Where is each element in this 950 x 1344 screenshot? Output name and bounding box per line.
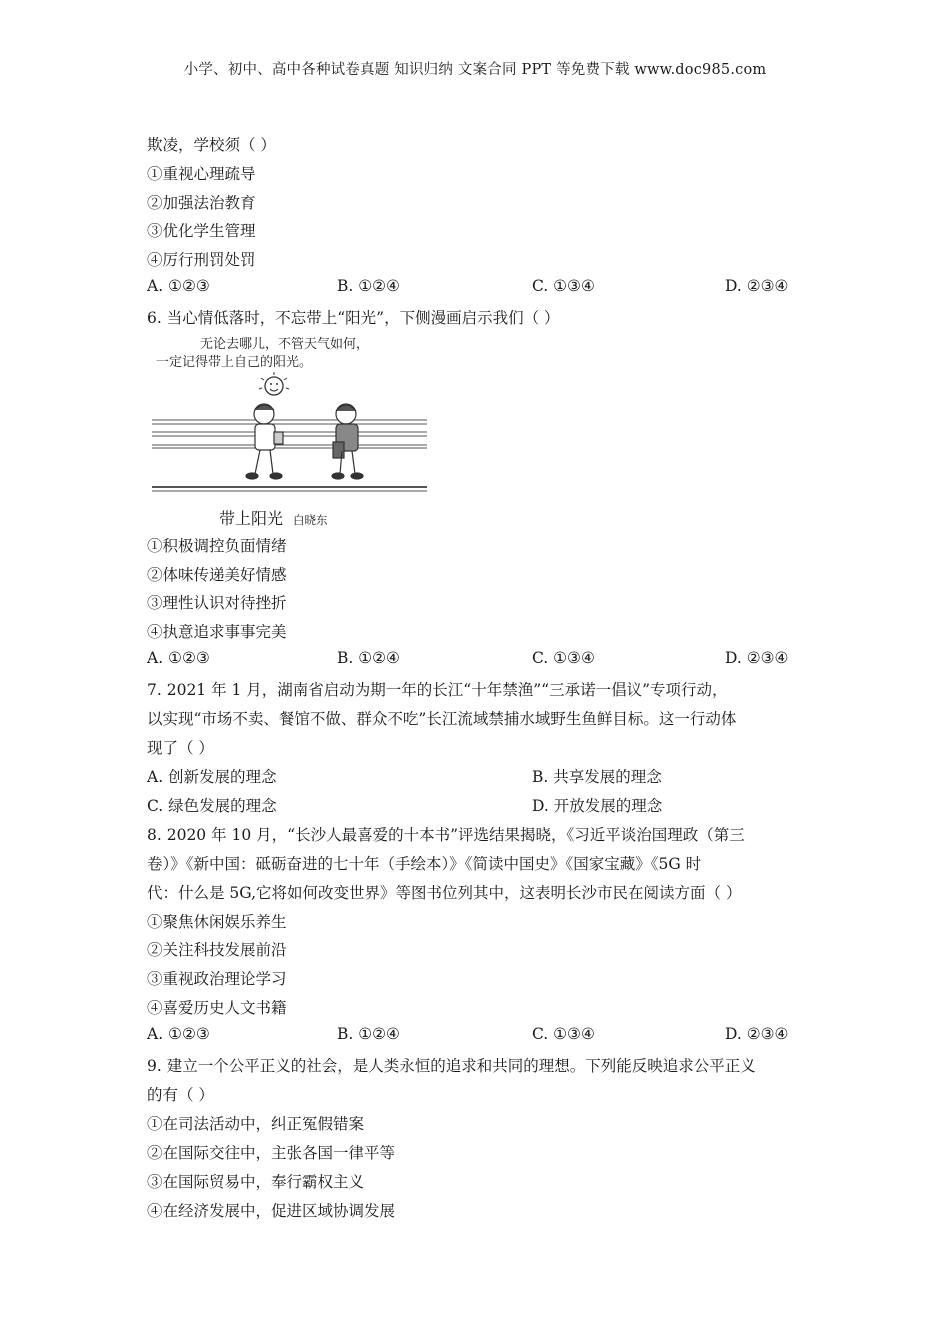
q6-item-3: ③理性认识对待挫折 [147, 594, 287, 612]
q6-option-a: A. ①②③ [147, 649, 210, 667]
q6-option-d: D. ②③④ [725, 649, 789, 667]
q9-item-3: ③在国际贸易中，奉行霸权主义 [147, 1173, 365, 1191]
q9-item-4: ④在经济发展中，促进区域协调发展 [147, 1202, 396, 1220]
comic-drawing [152, 334, 432, 530]
q9-item-2: ②在国际交往中，主张各国一律平等 [147, 1144, 396, 1162]
q5-item-4: ④厉行刑罚处罚 [147, 251, 256, 269]
q6-item-2: ②体味传递美好情感 [147, 566, 287, 584]
q9-stem-line-1: 9. 建立一个公平正义的社会，是人类永恒的追求和共同的理想。下列能反映追求公平正义 [147, 1057, 756, 1075]
q5-item-3: ③优化学生管理 [147, 222, 256, 240]
q5-option-b: B. ①②④ [337, 277, 400, 295]
q8-option-d: D. ②③④ [725, 1025, 789, 1043]
boy-right-figure [332, 404, 363, 479]
q6-item-4: ④执意追求事事完美 [147, 623, 287, 641]
comic-illustration [152, 334, 432, 530]
comic-caption [219, 506, 328, 529]
q7-stem-line-3: 现了（ ） [147, 739, 214, 757]
page-header: 小学、初中、高中各种试卷真题 知识归纳 文案合同 PPT 等免费下载 www.doc985.com [183, 62, 767, 78]
q5-item-1: ①重视心理疏导 [147, 165, 256, 183]
q8-options [147, 1025, 812, 1047]
q7-option-c: C. 绿色发展的理念 [147, 797, 277, 815]
q7-options-row-2 [147, 794, 812, 816]
q8-option-c: C. ①③④ [532, 1025, 595, 1043]
q6-item-1: ①积极调控负面情绪 [147, 537, 287, 555]
q6-option-b: B. ①②④ [337, 649, 400, 667]
q8-stem-line-2: 卷）》《新中国：砥砺奋进的七十年（手绘本）》《简读中国史》《国家宝藏》《5G 时 [147, 855, 702, 873]
q5-option-a: A. ①②③ [147, 277, 210, 295]
q9-item-1: ①在司法活动中，纠正冤假错案 [147, 1115, 365, 1133]
q5-options [147, 277, 812, 299]
q9-stem-line-2: 的有（ ） [147, 1086, 214, 1104]
q7-option-b: B. 共享发展的理念 [532, 768, 662, 786]
q8-option-b: B. ①②④ [337, 1025, 400, 1043]
comic-author: 白晓东 [293, 513, 328, 527]
q6-option-c: C. ①③④ [532, 649, 595, 667]
q5-option-d: D. ②③④ [725, 277, 789, 295]
boy-left-figure [246, 404, 283, 479]
smiling-sun-icon [259, 372, 289, 395]
q6-options [147, 649, 812, 671]
q5-stem-tail: 欺凌，学校须（ ） [147, 136, 276, 154]
q8-option-a: A. ①②③ [147, 1025, 210, 1043]
comic-speech-line-1: 无论去哪儿，不管天气如何， [200, 337, 370, 352]
q5-option-c: C. ①③④ [532, 277, 595, 295]
q8-item-2: ②关注科技发展前沿 [147, 941, 287, 959]
q7-options-row-1 [147, 765, 812, 787]
q7-stem-line-1: 7. 2021 年 1 月，湖南省启动为期一年的长江“十年禁渔”“三承诺一倡议”专项行动， [147, 681, 728, 699]
q8-stem-line-1: 8. 2020 年 10 月，“长沙人最喜爱的十本书”评选结果揭晓，《习近平谈治国理政（第三 [147, 826, 745, 844]
q8-item-4: ④喜爱历史人文书籍 [147, 999, 287, 1017]
q7-stem-line-2: 以实现“市场不卖、餐馆不做、群众不吃”长江流域禁捕水域野生鱼鲜目标。这一行动体 [147, 710, 737, 728]
q7-option-a: A. 创新发展的理念 [147, 768, 277, 786]
q7-option-d: D. 开放发展的理念 [532, 797, 663, 815]
q8-stem-line-3: 代：什么是 5G,它将如何改变世界》等图书位列其中，这表明长沙市民在阅读方面（ ） [147, 884, 742, 902]
q8-item-3: ③重视政治理论学习 [147, 970, 287, 988]
comic-speech-line-2: 一定记得带上自己的阳光。 [156, 355, 313, 370]
comic-title: 带上阳光 [219, 509, 284, 528]
q6-stem: 6. 当心情低落时，不忘带上“阳光”，下侧漫画启示我们（ ） [147, 309, 560, 327]
railing [152, 420, 427, 491]
q8-item-1: ①聚焦休闲娱乐养生 [147, 913, 287, 931]
q5-item-2: ②加强法治教育 [147, 194, 256, 212]
